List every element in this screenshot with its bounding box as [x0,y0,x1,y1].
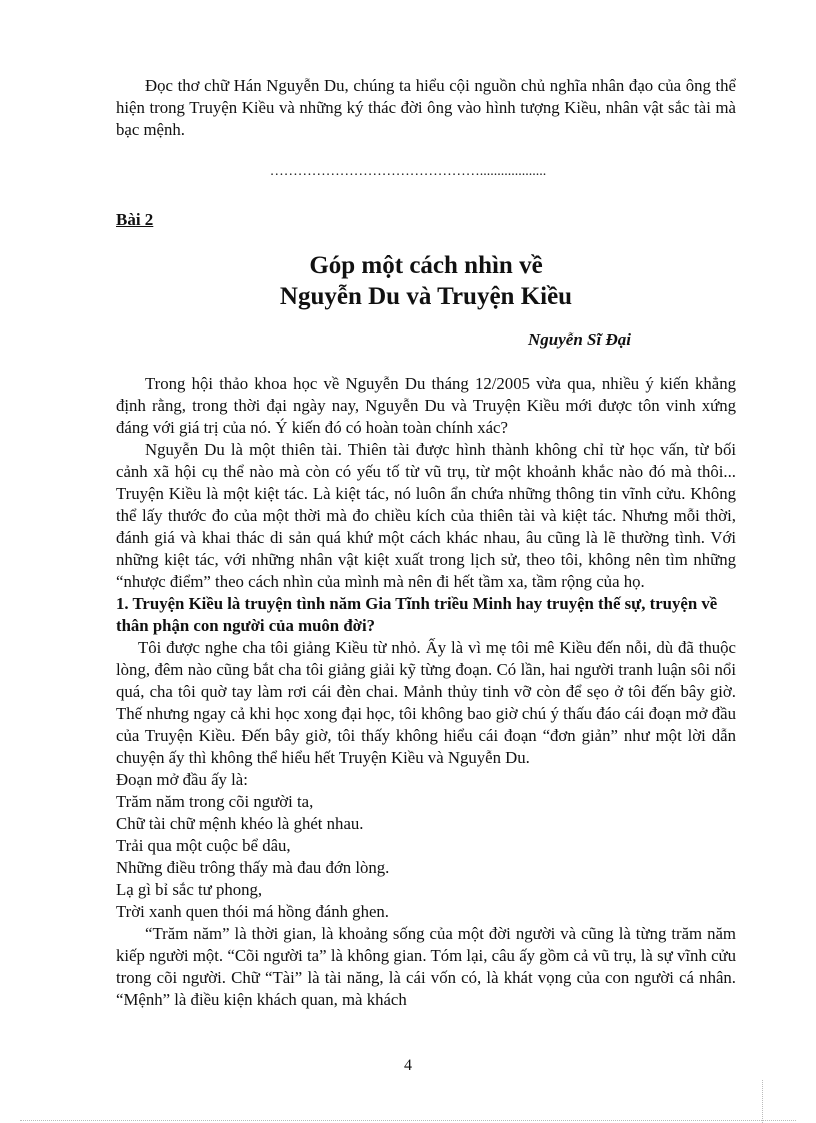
verse-line-5: Lạ gì bỉ sắc tư phong, [116,880,263,899]
body-paragraph-1: Trong hội thảo khoa học về Nguyễn Du tháng 12/2005 vừa qua, nhiều ý kiến khẳng định rằng, trong thời đại ngày nay, Nguyễn Du và Truyện Kiều mới được tôn vinh xứng đáng với giá trị của nó. Ý kiến đó có hoàn toàn chính xác? [116,374,736,437]
article-title [116,250,736,312]
intro-section [116,75,736,141]
verse-line-1: Trăm năm trong cõi người ta, [116,792,314,811]
verse-line-2: Chữ tài chữ mệnh khéo là ghét nhau. [116,814,364,833]
intro-paragraph: Đọc thơ chữ Hán Nguyễn Du, chúng ta hiểu cội nguồn chủ nghĩa nhân đạo của ông thể hiện trong Truyện Kiều và những ký thác đời ông vào hình tượng Kiều, nhân vật sắc tài mà bạc mệnh. [116,76,736,139]
page-corner-rule [762,1080,763,1123]
verse-line-3: Trải qua một cuộc bể dâu, [116,836,291,855]
page-bottom-rule [20,1120,796,1121]
verse-line-4: Những điều trông thấy mà đau đớn lòng. [116,858,390,877]
body-paragraph-2: Nguyễn Du là một thiên tài. Thiên tài được hình thành không chỉ từ học vấn, từ bối cảnh xã hội cụ thể nào mà còn có yếu tố từ vũ trụ, từ một khoảnh khắc nào đó mà thôi... Truyện Kiều là một kiệt tác. Là kiệt tác, nó luôn ẩn chứa những thông tin vĩnh cửu. Không thể lấy thước đo của một thời mà đo chiều kích của thiên tài và kiệt tác. Nhưng mỗi thời, đánh giá và khai thác di sản quá khứ một cách khác nhau, âu cũng là lẽ thường tình. Với những kiệt tác, với những nhân vật kiệt xuất trong lịch sử, theo tôi, không nên tìm những “nhược điểm” theo cách nhìn của mình mà nên đi hết tầm xa, tầm rộng của họ. [116,440,736,591]
body-paragraph-4: Đoạn mở đầu ấy là: [116,770,248,789]
section-label: Bài 2 [116,210,154,229]
section-heading-1: 1. Truyện Kiều là truyện tình năm Gia Tĩnh triều Minh hay truyện thế sự, truyện về thân phận con người của muôn đời? [116,594,718,635]
body-paragraph-3: Tôi được nghe cha tôi giảng Kiều từ nhỏ. Ấy là vì mẹ tôi mê Kiều đến nỗi, dù đã thuộc lòng, đêm nào cũng bắt cha tôi giảng giải kỹ từng đoạn. Có lần, hai người tranh luận sôi nổi quá, cha tôi quờ tay làm rơi cái đèn chai. Mảnh thủy tinh vỡ còn để sẹo ở tôi đến bây giờ. Thế nhưng ngay cả khi học xong đại học, tôi không bao giờ chú ý thấu đáo cái đoạn mở đầu của Truyện Kiều. Đến bây giờ, tôi thấy không hiểu cái đoạn “đơn giản” như một lời dẫn chuyện ấy thì không thể hiểu hết Truyện Kiều và Nguyễn Du. [116,638,736,767]
dotted-separator: ………………………………………................... [269,164,547,179]
verse-line-6: Trời xanh quen thói má hồng đánh ghen. [116,902,389,921]
title-line-1: Góp một cách nhìn về [309,252,543,279]
author-name: Nguyễn Sĩ Đại [528,330,631,349]
article-body [116,373,736,1011]
body-paragraph-5: “Trăm năm” là thời gian, là khoảng sống của một đời người và cũng là từng trăm năm kiếp người một. “Cõi người ta” là không gian. Tóm lại, câu ấy gồm cả vũ trụ, là sự vĩnh cửu trong cõi người. Chữ “Tài” là tài năng, là cái vốn có, là khát vọng của con người cá nhân. “Mệnh” là điều kiện khách quan, mà khách [116,924,736,1009]
page-number: 4 [404,1057,412,1074]
title-line-2: Nguyễn Du và Truyện Kiều [279,283,573,310]
